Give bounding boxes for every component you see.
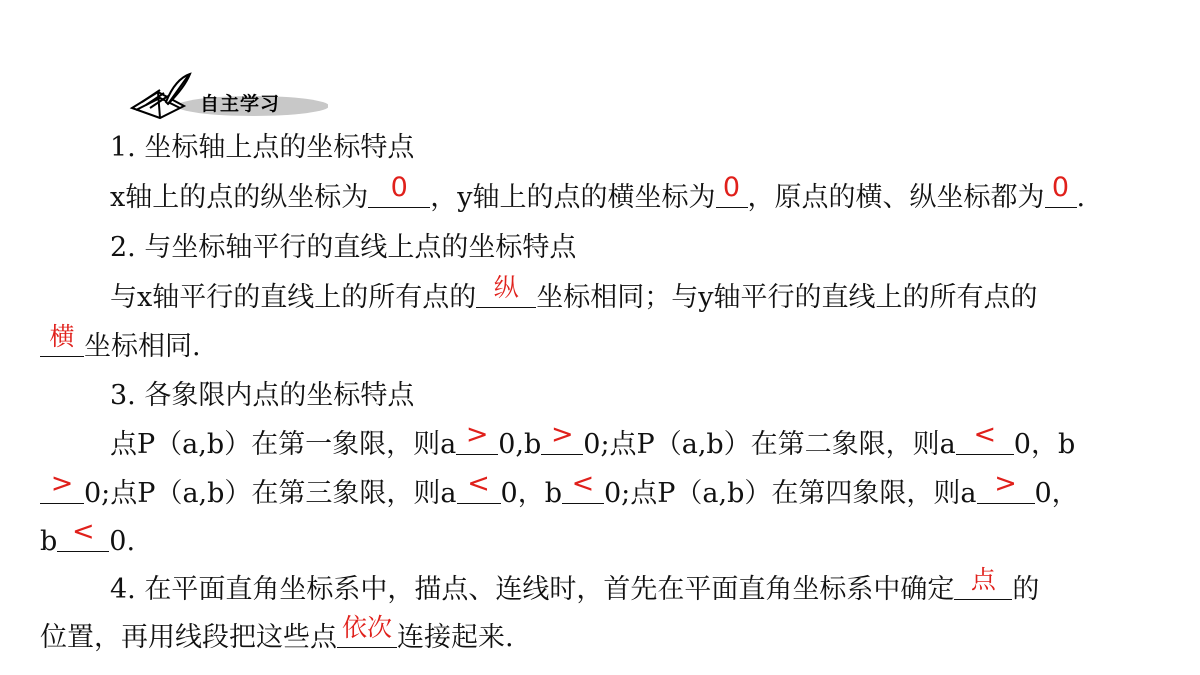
answer-blank — [476, 273, 536, 308]
section-3-heading: 3. 各象限内点的坐标特点 — [110, 380, 415, 411]
answer-blank — [541, 419, 583, 455]
section-1-heading: 1. 坐标轴上点的坐标特点 — [110, 132, 415, 163]
section-1-text: x轴上的点的纵坐标为 0 ，y轴上的点的横坐标为 0 ，原点的横、纵坐标都为 0 . — [110, 172, 1086, 213]
section-2-text-2: 横 坐标相同. — [40, 327, 201, 367]
answer-text: < — [571, 468, 595, 499]
section-3-text-2: > 0;点P（a,b）在第三象限，则a < 0，b < 0;点P（a,b）在第四象限，则a > 0， — [40, 474, 1079, 514]
answer-text: 0 — [722, 172, 741, 203]
answer-text: > — [994, 468, 1017, 499]
answer-blank — [1045, 172, 1077, 208]
answer-blank — [40, 468, 84, 504]
answer-text: 纵 — [493, 273, 519, 302]
answer-blank — [977, 468, 1035, 504]
answer-text: 依次 — [341, 613, 392, 642]
answer-text: 横 — [49, 322, 75, 351]
section-2-text-1: 与x轴平行的直线上的所有点的 纵 坐标相同；与y轴平行的直线上的所有点的 — [110, 273, 1038, 313]
answer-text: < — [467, 468, 490, 499]
section-2-heading: 2. 与坐标轴平行的直线上点的坐标特点 — [110, 232, 577, 263]
answer-blank — [716, 172, 748, 208]
answer-text: 点 — [970, 565, 996, 594]
answer-text: < — [973, 419, 997, 450]
answer-blank — [954, 565, 1012, 600]
answer-text: 0 — [390, 172, 408, 203]
answer-blank — [457, 468, 501, 504]
answer-text: > — [550, 419, 574, 450]
answer-text: 0 — [1051, 172, 1070, 203]
answer-blank — [562, 468, 604, 504]
badge-label: 自主学习 — [200, 93, 281, 115]
answer-text: > — [50, 468, 74, 499]
section-3-text-1: 点P（a,b）在第一象限，则a > 0,b > 0;点P（a,b）在第二象限，则a < 0，b — [110, 419, 1076, 460]
answer-text: > — [465, 419, 489, 450]
section-4-text-2: 位置，再用线段把这些点 依次 连接起来. — [40, 613, 514, 653]
section-3-text-3: b < 0. — [40, 516, 136, 557]
answer-blank — [368, 172, 430, 208]
section-4-text-1: 4. 在平面直角坐标系中，描点、连线时，首先在平面直角坐标系中确定 点 的 — [110, 565, 1040, 605]
book-quill-icon — [132, 74, 190, 118]
answer-text: < — [71, 516, 95, 547]
answer-blank — [456, 419, 498, 455]
answer-blank — [40, 322, 84, 357]
answer-blank — [956, 419, 1014, 455]
answer-blank — [57, 516, 109, 552]
answer-blank — [337, 613, 397, 648]
